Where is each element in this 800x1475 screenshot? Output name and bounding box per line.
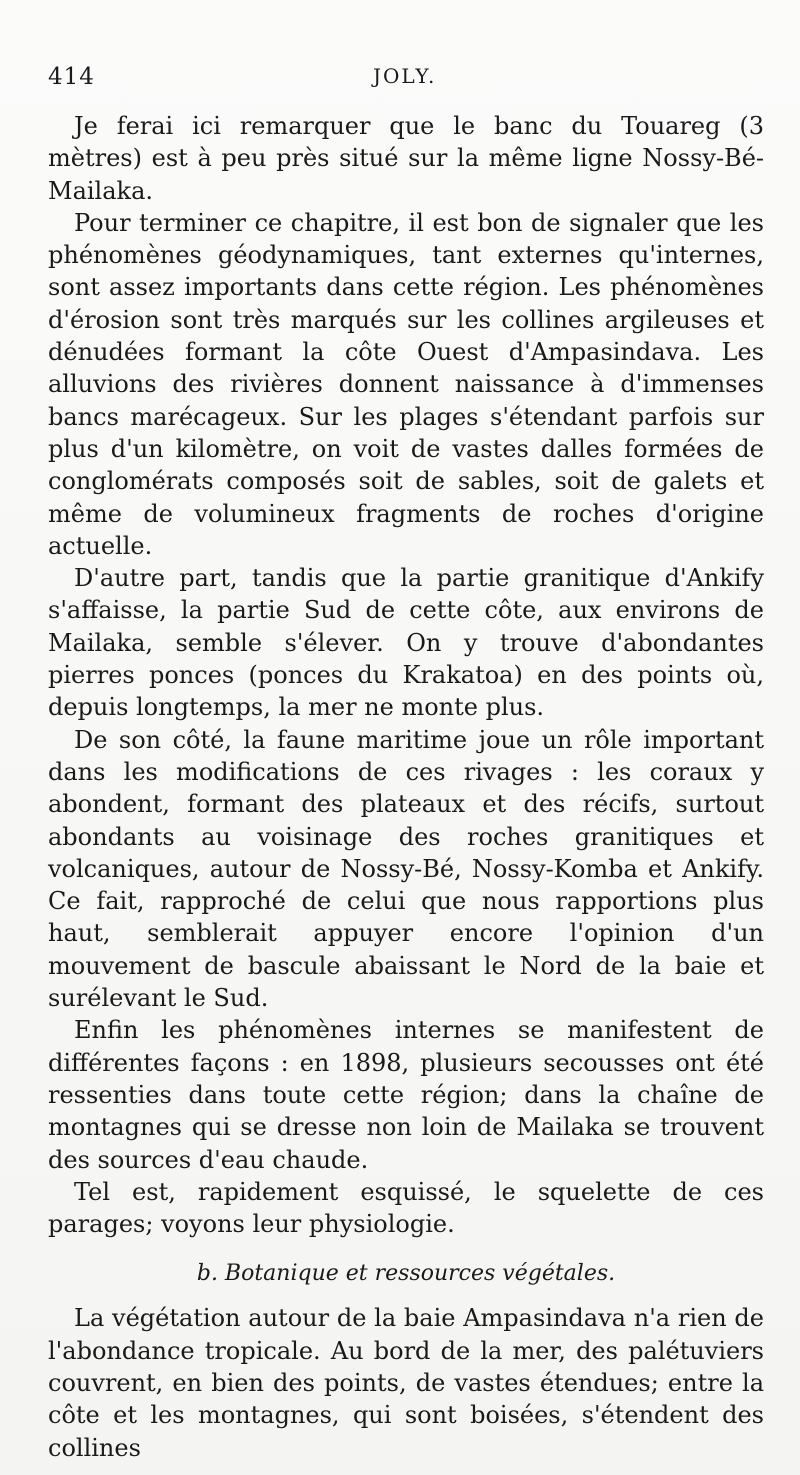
section-heading-botany: b. Botanique et ressources végétales. bbox=[196, 1261, 616, 1287]
paragraph-touareg-bank: Je ferai ici remarquer que le banc du Touareg (3 mètres) est à peu près situé sur la même ligne Nossy-Bé-Mailaka. bbox=[48, 112, 764, 205]
running-head: JOLY. bbox=[373, 64, 437, 88]
paragraph-geodynamic-phenomena: Pour terminer ce chapitre, il est bon de signaler que les phénomènes géodynamiques, tant externes qu'internes, sont assez importants dans cette région. Les phénomènes d'érosion sont très marqués sur les collines argileuses et dénudées formant la côte Ouest d'Ampasindava. Les alluvions des rivières donnent naissance à d'immenses bancs marécageux. Sur les plages s'étendant parfois sur plus d'un kilomètre, on voit de vastes dalles formées de conglomérats composés soit de sables, soit de galets et même de volumineux fragments de roches d'origine actuelle. bbox=[48, 208, 764, 560]
page-number: 414 bbox=[48, 64, 95, 90]
page-header bbox=[48, 58, 748, 98]
paragraph-skeleton-summary: Tel est, rapidement esquissé, le squelette de ces parages; voyons leur physiologie. bbox=[48, 1177, 764, 1239]
paragraph-vegetation: La végétation autour de la baie Ampasindava n'a rien de l'abondance tropicale. Au bord de la mer, des palétuviers couvrent, en bien des points, de vastes étendues; entre la côte et les montagnes, qui sont boisées, s'étendent des collines bbox=[48, 1304, 764, 1462]
paragraph-ankify-subsidence: D'autre part, tandis que la partie granitique d'Ankify s'affaisse, la partie Sud de cette côte, aux environs de Mailaka, semble s'élever. On y trouve d'abondantes pierres ponces (ponces du Krakatoa) en des points où, depuis longtemps, la mer ne monte plus. bbox=[48, 564, 764, 722]
page-body bbox=[48, 110, 764, 1464]
paragraph-internal-phenomena: Enfin les phénomènes internes se manifestent de différentes façons : en 1898, plusieurs secousses ont été ressenties dans toute cette région; dans la chaîne de montagnes qui se dresse non loin de Mailaka se trouvent des sources d'eau chaude. bbox=[48, 1016, 764, 1174]
paragraph-maritime-fauna: De son côté, la faune maritime joue un rôle important dans les modifications de ces rivages : les coraux y abondent, formant des plateaux et des récifs, surtout abondants au voisinage des roches granitiques et volcaniques, autour de Nossy-Bé, Nossy-Komba et Ankify. Ce fait, rapproché de celui que nous rapportions plus haut, semblerait appuyer encore l'opinion d'un mouvement de bascule abaissant le Nord de la baie et surélevant le Sud. bbox=[48, 725, 764, 1013]
